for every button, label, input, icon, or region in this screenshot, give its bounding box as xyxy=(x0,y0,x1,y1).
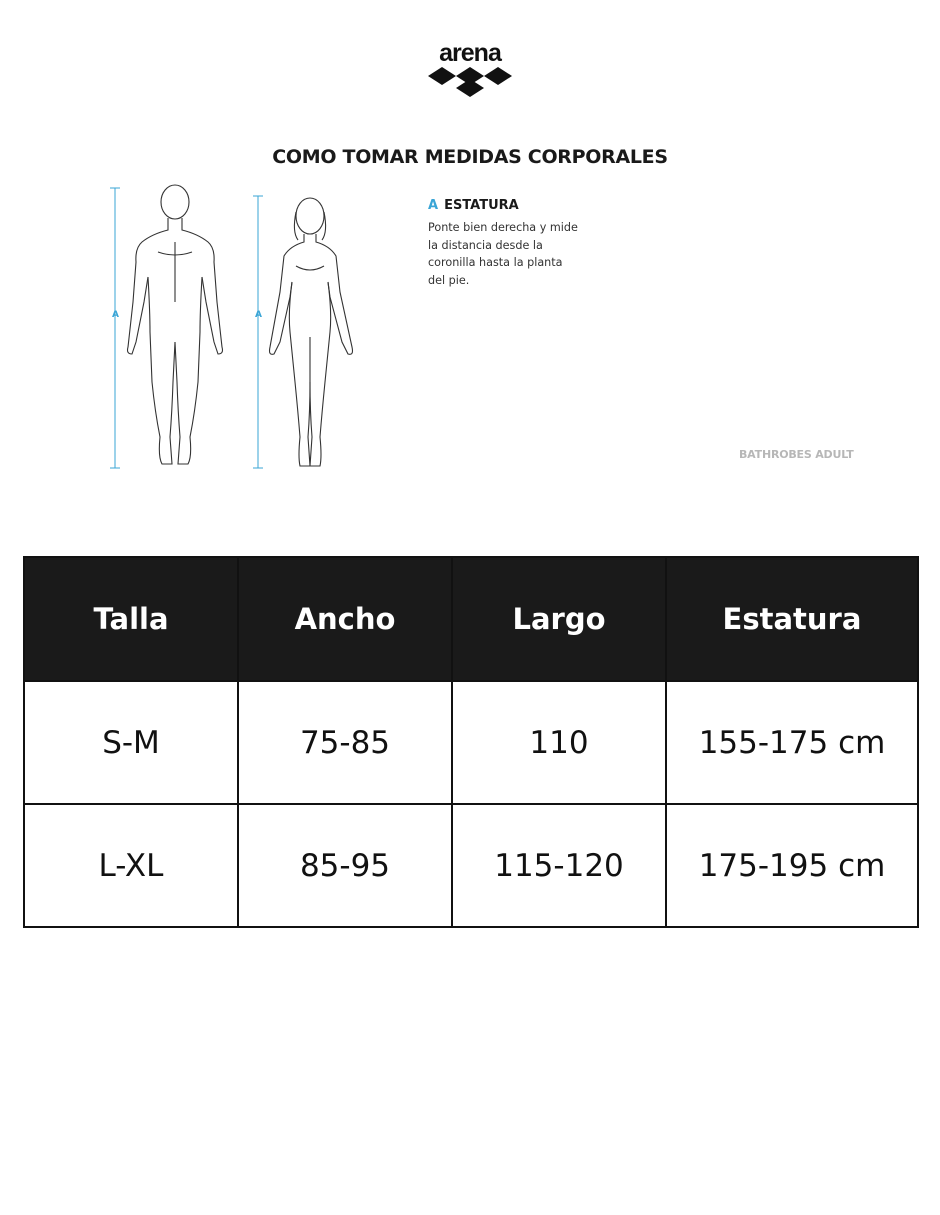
guide-title: COMO TOMAR MEDIDAS CORPORALES xyxy=(272,146,668,168)
header-talla: Talla xyxy=(24,557,238,681)
measurement-letter: A xyxy=(428,198,439,213)
measurement-name: ESTATURA xyxy=(444,198,519,213)
header-ancho: Ancho xyxy=(238,557,452,681)
male-figure xyxy=(128,185,223,464)
male-height-line xyxy=(110,188,120,468)
table-header-row xyxy=(24,557,918,681)
cell-width: 75-85 xyxy=(238,681,452,804)
measurement-heading xyxy=(428,198,588,213)
header-estatura: Estatura xyxy=(666,557,918,681)
cell-size: S-M xyxy=(24,681,238,804)
table-row xyxy=(24,681,918,804)
female-height-line xyxy=(253,196,263,468)
cell-height: 175-195 cm xyxy=(666,804,918,927)
body-figures-illustration xyxy=(100,182,370,477)
measurement-text: Ponte bien derecha y mide la distancia desde la coronilla hasta la planta del pie. xyxy=(428,221,578,287)
diamonds-logo-icon xyxy=(428,65,512,99)
table-row xyxy=(24,804,918,927)
measurement-instructions xyxy=(428,198,588,289)
female-marker-label: A xyxy=(255,310,262,320)
product-label: BATHROBES ADULT xyxy=(739,448,854,461)
cell-length: 110 xyxy=(452,681,666,804)
cell-width: 85-95 xyxy=(238,804,452,927)
header-largo: Largo xyxy=(452,557,666,681)
female-figure xyxy=(270,198,353,466)
cell-height: 155-175 cm xyxy=(666,681,918,804)
size-table xyxy=(23,556,919,928)
cell-size: L-XL xyxy=(24,804,238,927)
logo-wordmark: arena xyxy=(439,39,501,67)
cell-length: 115-120 xyxy=(452,804,666,927)
arena-logo xyxy=(420,40,520,102)
male-marker-label: A xyxy=(112,310,119,320)
